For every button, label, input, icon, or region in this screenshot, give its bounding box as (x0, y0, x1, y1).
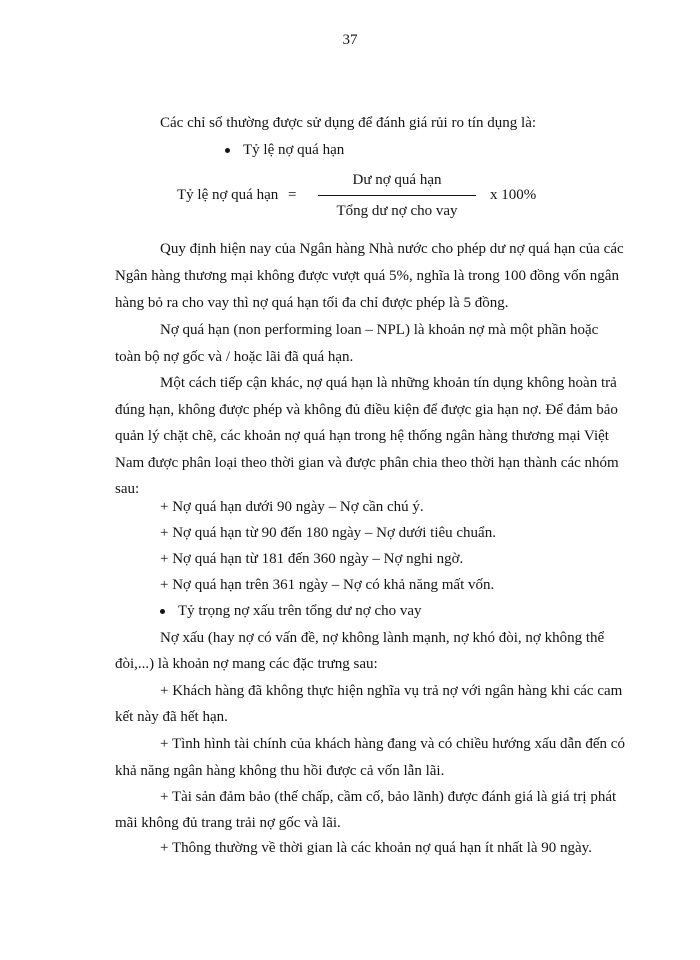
formula-equals: = (288, 187, 297, 203)
list-item: + Nợ quá hạn trên 361 ngày – Nợ có khả năng mất vốn. (160, 577, 495, 593)
text-line: hàng bỏ ra cho vay thì nợ quá hạn tối đa chỉ được phép là 5 đồng. (115, 295, 509, 311)
fraction-bar (318, 195, 476, 196)
text-line: Quy định hiện nay của Ngân hàng Nhà nước cho phép dư nợ quá hạn của các (160, 241, 624, 257)
text-line: + Tài sản đảm bảo (thế chấp, cầm cố, bảo lãnh) được đánh giá là giá trị phát (160, 789, 617, 805)
text-line: + Tình hình tài chính của khách hàng đang và có chiều hướng xấu dẫn đến có (160, 736, 625, 752)
formula-denominator: Tổng dư nợ cho vay (336, 203, 458, 219)
text-line: toàn bộ nợ gốc và / hoặc lãi đã quá hạn. (115, 349, 354, 365)
page-number: 37 (342, 32, 358, 48)
text-line: Ngân hàng thương mại không được vượt quá 5%, nghĩa là trong 100 đồng vốn ngân (115, 268, 619, 284)
text-line: quản lý chặt chẽ, các khoản nợ quá hạn trong hệ thống ngân hàng thương mại Việt (115, 428, 609, 444)
text-line: + Khách hàng đã không thực hiện nghĩa vụ trả nợ với ngân hàng khi các cam (160, 683, 623, 699)
text-line: mãi không đủ trang trải nợ gốc và lãi. (115, 815, 341, 831)
feature-item: + Thông thường về thời gian là các khoản nợ quá hạn ít nhất là 90 ngày. (160, 840, 592, 856)
formula-lhs: Tỷ lệ nợ quá hạn (177, 187, 279, 203)
text-line: Nợ quá hạn (non performing loan – NPL) là khoản nợ mà một phần hoặc (160, 322, 599, 338)
text-line: đúng hạn, không được phép và không đủ điều kiện để được gia hạn nợ. Để đảm bảo (115, 402, 618, 418)
list-item: + Nợ quá hạn từ 181 đến 360 ngày – Nợ nghi ngờ. (160, 551, 464, 567)
list-item: + Nợ quá hạn từ 90 đến 180 ngày – Nợ dưới tiêu chuẩn. (160, 525, 496, 541)
formula (0, 172, 700, 228)
text-line: Nam được phân loại theo thời gian và được phân chia theo thời hạn thành các nhóm (115, 455, 619, 471)
formula-multiplier: x 100% (490, 187, 537, 203)
bullet-overdue-ratio: Tỷ lệ nợ quá hạn (243, 140, 700, 160)
text-line: sau: (115, 481, 140, 497)
text-line: kết này đã hết hạn. (115, 709, 228, 725)
formula-numerator: Dư nợ quá hạn (352, 172, 442, 188)
bullet-bad-debt-ratio: Tỷ trọng nợ xấu trên tổng dư nợ cho vay (178, 601, 648, 621)
list-item: + Nợ quá hạn dưới 90 ngày – Nợ cần chú ý. (160, 499, 424, 515)
intro-text: Các chỉ số thường được sử dụng để đánh giá rủi ro tín dụng là: (160, 115, 537, 131)
text-line: đòi,...) là khoản nợ mang các đặc trưng sau: (115, 656, 378, 672)
text-line: Nợ xấu (hay nợ có vấn đề, nợ không lành mạnh, nợ khó đòi, nợ không thể (160, 630, 605, 646)
text-line: Một cách tiếp cận khác, nợ quá hạn là những khoản tín dụng không hoàn trả (160, 375, 617, 391)
text-line: khả năng ngân hàng không thu hồi được cả vốn lẫn lãi. (115, 763, 445, 779)
